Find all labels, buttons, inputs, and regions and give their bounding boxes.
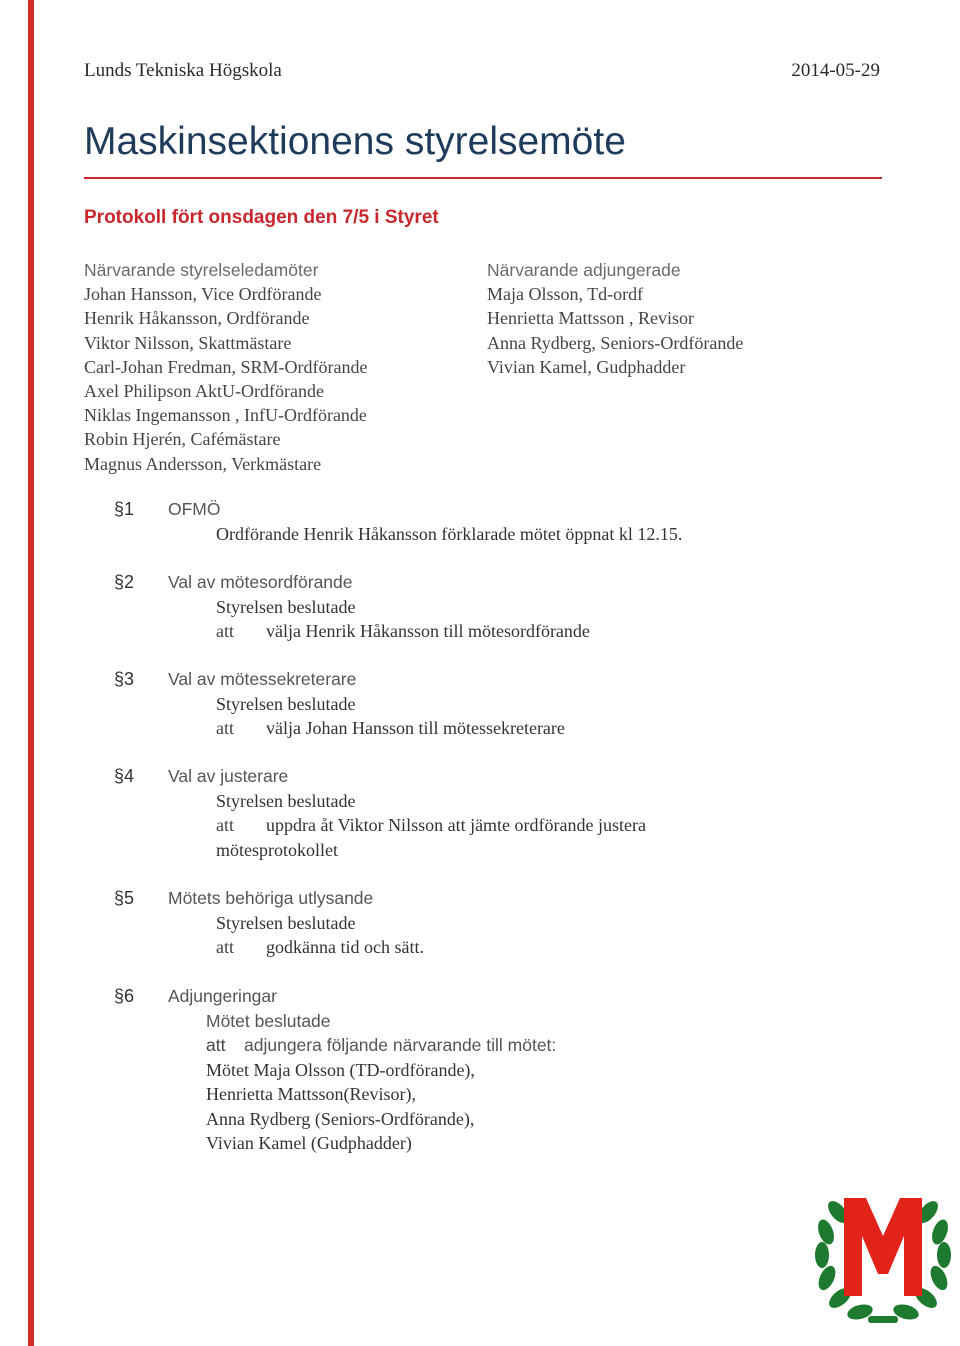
m-wreath-logo-icon (808, 1178, 958, 1328)
section-2 (114, 570, 874, 644)
decision-line (216, 619, 590, 644)
adjunct-line: Henrietta Mattsson(Revisor), (206, 1084, 416, 1104)
decision-intro: Styrelsen beslutade (216, 693, 356, 714)
board-member: Johan Hansson, Vice Ordförande (84, 284, 322, 305)
section-4 (114, 764, 874, 862)
section-heading: Val av mötessekreterare (168, 669, 357, 689)
decision-line (216, 813, 646, 838)
adjunct-line: Vivian Kamel (Gudphadder) (206, 1133, 412, 1153)
att-keyword: att (216, 718, 234, 738)
att-keyword: att (206, 1035, 226, 1055)
decision-line (216, 935, 424, 960)
section-5 (114, 886, 874, 960)
adjunct-line: Mötet Maja Olsson (TD-ordförande), (206, 1059, 475, 1080)
board-member: Viktor Nilsson, Skattmästare (84, 332, 292, 353)
board-member: Henrik Håkansson, Ordförande (84, 308, 310, 329)
section-number: §1 (114, 499, 135, 519)
section-number: §4 (114, 766, 135, 786)
section-number: §6 (114, 986, 135, 1006)
header-organization: Lunds Tekniska Högskola (84, 60, 282, 81)
decision-text: adjungera följande närvarande till mötet: (244, 1035, 557, 1055)
att-keyword: att (216, 815, 234, 835)
decision-text: välja Johan Hansson till mötessekreterare (266, 718, 565, 738)
adjunct-members-heading: Närvarande adjungerade (487, 260, 681, 280)
decision-intro: Styrelsen beslutade (216, 912, 356, 933)
adjunct-member: Maja Olsson, Td-ordf (487, 284, 644, 305)
adjunct-member: Anna Rydberg, Seniors-Ordförande (487, 332, 744, 353)
section-number: §5 (114, 888, 135, 908)
left-margin-rule (28, 0, 34, 1346)
section-number: §3 (114, 669, 135, 689)
adjunct-member: Vivian Kamel, Gudphadder (487, 356, 686, 377)
document-title: Maskinsektionens styrelsemöte (84, 120, 626, 163)
decision-intro: Styrelsen beslutade (216, 790, 356, 811)
board-member: Carl-Johan Fredman, SRM-Ordförande (84, 356, 368, 377)
board-member: Magnus Andersson, Verkmästare (84, 453, 322, 474)
adjunct-line: Anna Rydberg (Seniors-Ordförande), (206, 1108, 475, 1129)
board-members-column (84, 258, 367, 476)
board-members-heading: Närvarande styrelseledamöter (84, 260, 319, 280)
section-heading: Val av justerare (168, 766, 289, 786)
section-heading: OFMÖ (168, 499, 221, 519)
section-1 (114, 497, 874, 546)
decision-line (206, 1033, 556, 1058)
section-3 (114, 667, 874, 741)
title-underline (84, 177, 882, 179)
decision-intro: Mötet beslutade (206, 1010, 331, 1031)
decision-text: välja Henrik Håkansson till mötesordförande (266, 621, 590, 641)
adjunct-members-column (487, 258, 743, 379)
section-heading: Mötets behöriga utlysande (168, 888, 374, 908)
adjunct-member: Henrietta Mattsson , Revisor (487, 308, 694, 329)
decision-line (216, 716, 565, 741)
decision-intro: Styrelsen beslutade (216, 596, 356, 617)
decision-text-continued: mötesprotokollet (216, 839, 338, 860)
att-keyword: att (216, 621, 234, 641)
decision-text: godkänna tid och sätt. (266, 937, 424, 957)
section-text: Ordförande Henrik Håkansson förklarade mötet öppnat kl 12.15. (216, 523, 683, 544)
board-member: Niklas Ingemansson , InfU-Ordförande (84, 405, 367, 426)
att-keyword: att (216, 937, 234, 957)
board-member: Axel Philipson AktU-Ordförande (84, 381, 324, 402)
section-number: §2 (114, 572, 135, 592)
decision-text: uppdra åt Viktor Nilsson att jämte ordförande justera (266, 815, 646, 835)
section-heading: Adjungeringar (168, 986, 277, 1006)
header-date: 2014-05-29 (791, 60, 880, 81)
document-subtitle: Protokoll fört onsdagen den 7/5 i Styret (84, 207, 439, 228)
logo-letter-m (844, 1198, 922, 1296)
logo-graphic (808, 1178, 958, 1328)
section-heading: Val av mötesordförande (168, 572, 353, 592)
board-member: Robin Hjerén, Cafémästare (84, 429, 281, 450)
section-6 (114, 984, 874, 1156)
